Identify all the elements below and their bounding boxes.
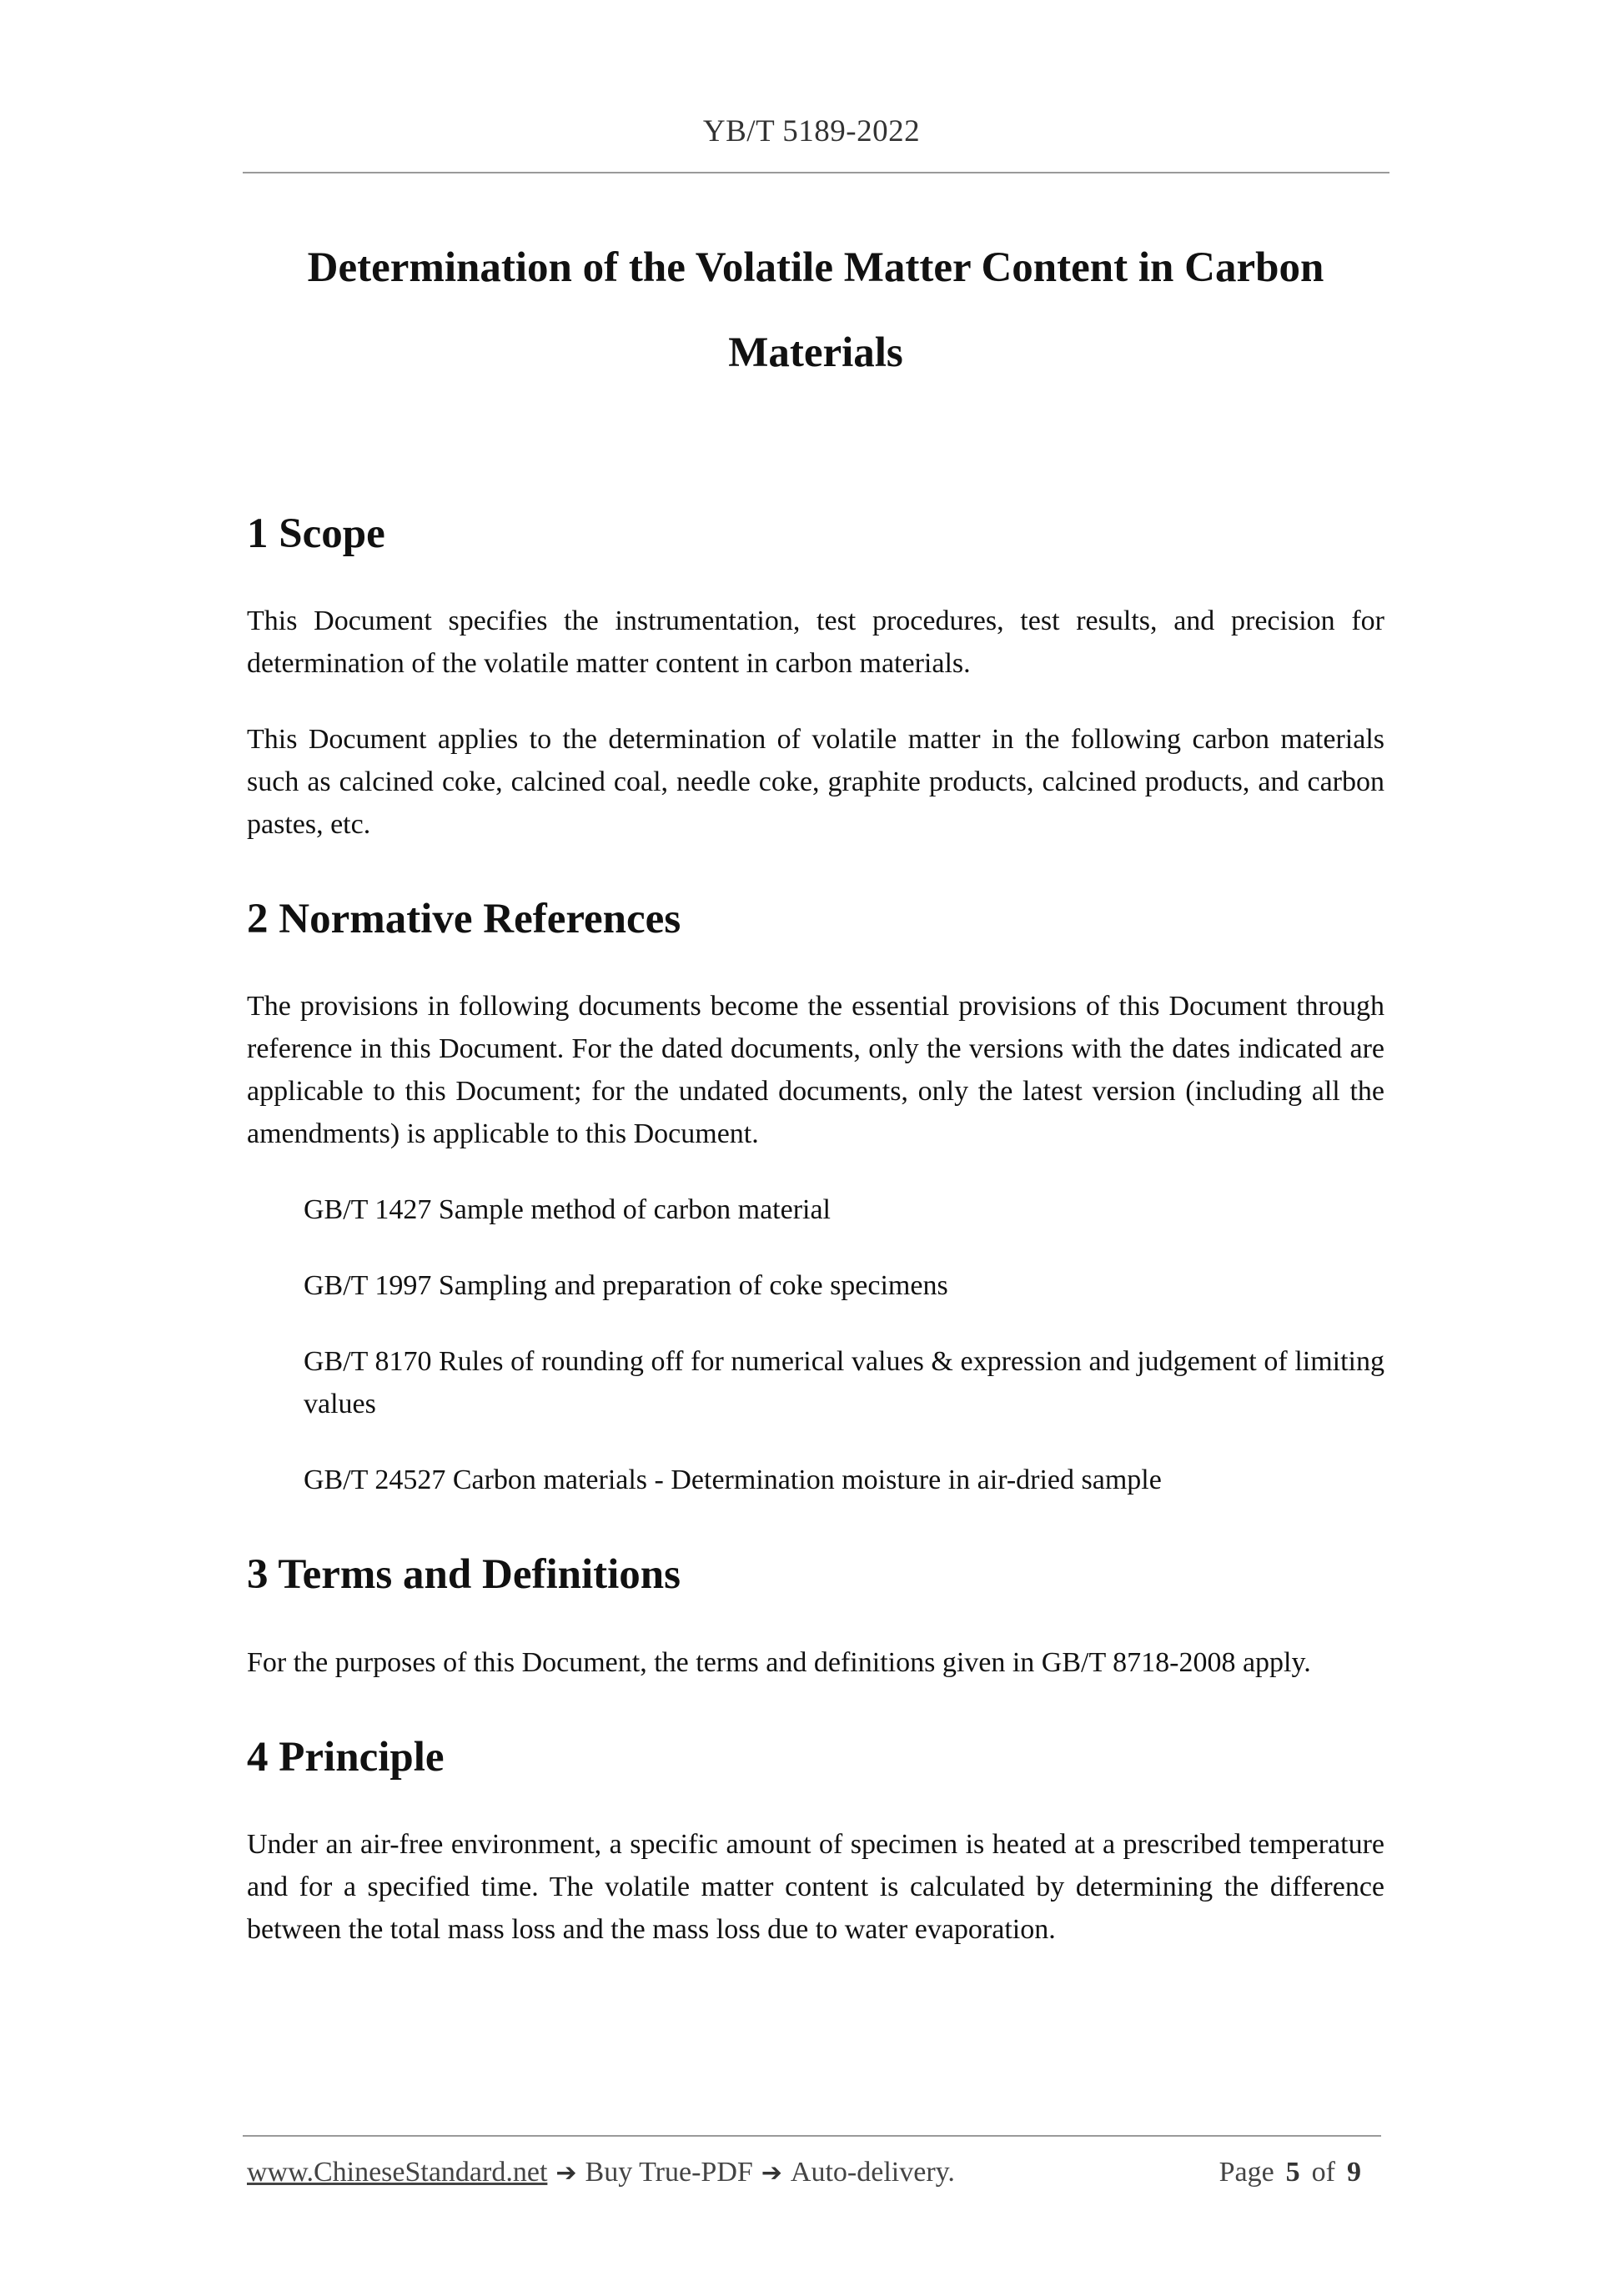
standard-code-header: YB/T 5189-2022	[702, 114, 921, 148]
page-current: 5	[1285, 2157, 1300, 2188]
section-heading-normative-references: 2 Normative References	[247, 896, 681, 943]
footer-promo	[247, 2157, 955, 2188]
page-total: 9	[1347, 2157, 1361, 2188]
page-of-label: of	[1311, 2157, 1335, 2188]
auto-delivery-text: Auto-delivery.	[790, 2157, 955, 2188]
section-normative-references	[247, 894, 1384, 1501]
paragraph: Under an air-free environment, a specific amount of specimen is heated at a prescribed temperature and for a specified time. The volatile matter content is calculated by determining the difference between the total mass loss and the mass loss due to water evaporation.	[247, 1828, 1384, 1945]
reference-item: GB/T 8170 Rules of rounding off for numerical values & expression and judgement of limiting values	[304, 1346, 1384, 1420]
document-title-line-2: Materials	[728, 329, 903, 376]
page-number	[1219, 2157, 1373, 2188]
section-principle	[247, 1732, 1384, 1951]
document-body	[247, 509, 1384, 1984]
right-arrow-icon: ➔	[761, 2158, 782, 2188]
website-link[interactable]: www.ChineseStandard.net	[247, 2157, 548, 2188]
paragraph: For the purposes of this Document, the terms and definitions given in GB/T 8718-2008 apply.	[247, 1646, 1311, 1678]
reference-item: GB/T 1997 Sampling and preparation of coke specimens	[304, 1270, 948, 1302]
buy-true-pdf-text: Buy True-PDF	[585, 2157, 753, 2188]
header-divider	[243, 172, 1389, 173]
paragraph: This Document specifies the instrumentation, test procedures, test results, and precision for determination of the volatile matter content in carbon materials.	[247, 605, 1384, 680]
page-footer	[247, 2157, 1381, 2198]
paragraph: This Document applies to the determination of volatile matter in the following carbon materials such as calcined coke, calcined coal, needle coke, graphite products, calcined products, and carbon pastes, etc.	[247, 724, 1384, 841]
section-heading-terms-and-definitions: 3 Terms and Definitions	[247, 1551, 681, 1599]
document-title	[247, 225, 1384, 395]
section-heading-scope: 1 Scope	[247, 510, 385, 557]
reference-item: GB/T 24527 Carbon materials - Determination moisture in air-dried sample	[304, 1465, 1162, 1496]
document-title-line-1: Determination of the Volatile Matter Content in Carbon	[307, 244, 1324, 291]
page-label: Page	[1219, 2157, 1274, 2188]
section-scope	[247, 509, 1384, 846]
reference-list	[247, 1188, 1384, 1501]
section-terms-and-definitions	[247, 1550, 1384, 1683]
section-heading-principle: 4 Principle	[247, 1733, 445, 1781]
paragraph: The provisions in following documents become the essential provisions of this Document through reference in this Document. For the dated documents, only the versions with the dates indicated are applicable to this Document; for the undated documents, only the latest version (including all the amendments) is applicable to this Document.	[247, 991, 1384, 1150]
reference-item: GB/T 1427 Sample method of carbon material	[304, 1194, 832, 1226]
right-arrow-icon: ➔	[555, 2158, 577, 2188]
footer-divider	[243, 2135, 1381, 2137]
